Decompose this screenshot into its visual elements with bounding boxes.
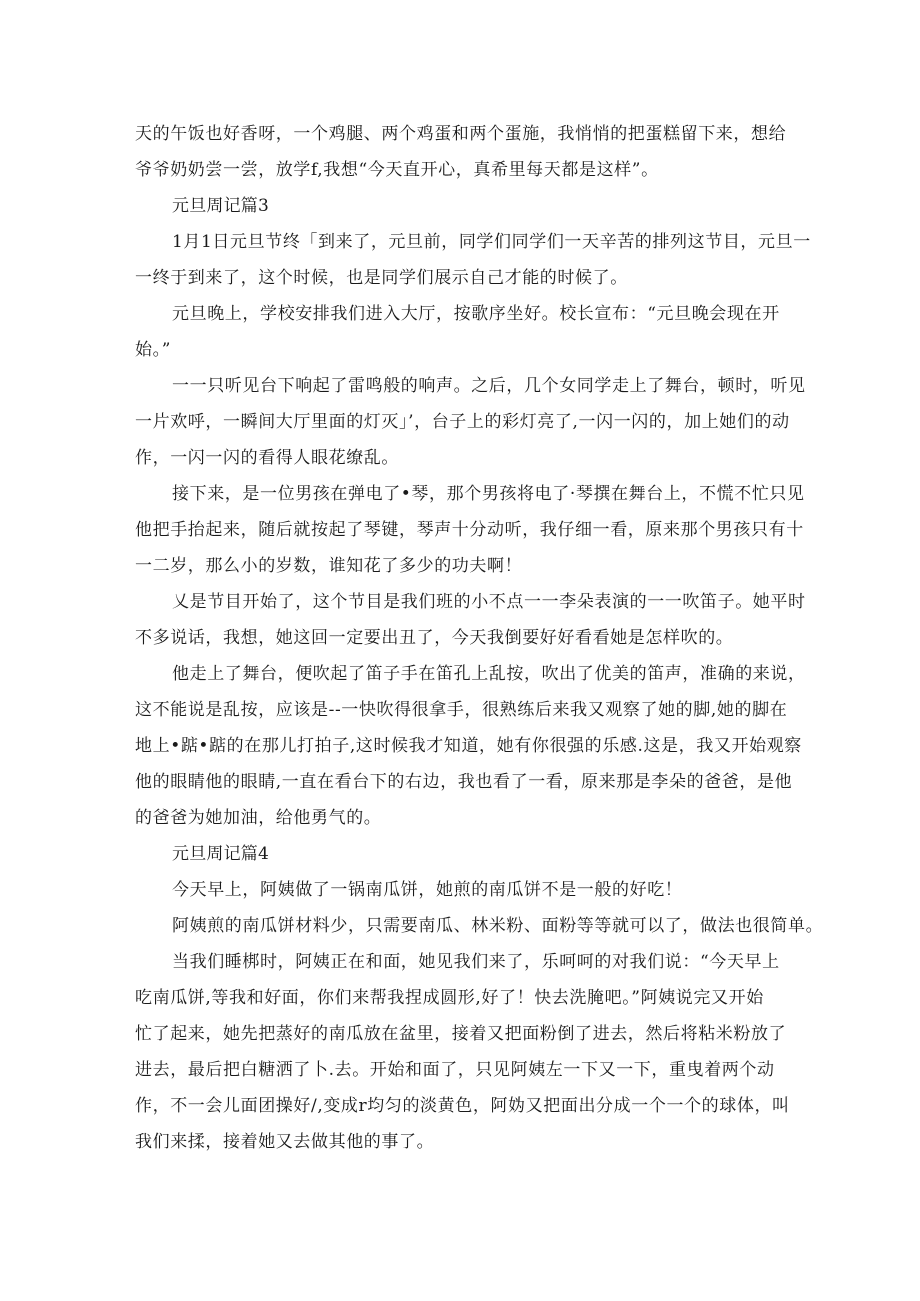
text-line: 今天早上，阿姨做了一锅南瓜饼，她煎的南瓜饼不是一般的好吃！ bbox=[172, 880, 683, 900]
text-line: 地上•踮•踮的在那儿打拍子,这时候我才知道，她有你很强的乐感.这是，我又开始观察 bbox=[135, 736, 802, 756]
text-line: 阿姨煎的南瓜饼材料少，只需要南瓜、林米粉、面粉等等就可以了，做法也很简单。 bbox=[172, 916, 824, 936]
text-line: 不多说话，我想，她这回一定要出丑了，今天我倒要好好看看她是怎样吹的。 bbox=[135, 628, 734, 648]
text-line: 一一只听见台下响起了雷鸣般的响声。之后，几个女同学走上了舞台，顿时，听见 bbox=[172, 376, 806, 396]
text-line: 这不能说是乱按，应该是--一快吹得很拿手，很熟练后来我又观察了她的脚,她的脚在 bbox=[135, 700, 788, 720]
text-line: 始。” bbox=[135, 340, 171, 360]
text-line: 乂是节目开始了，这个节目是我们班的小不点一一李朵表演的一一吹笛子。她平时 bbox=[172, 592, 806, 612]
text-line: 一二岁，那么小的岁数，谁知花了多少的功夫啊！ bbox=[135, 556, 523, 576]
text-line: 进去，最后把白糖洒了卜.去。开始和面了，只见阿姨左一下又一下，重曳着两个动 bbox=[135, 1060, 775, 1080]
text-line: 吃南瓜饼,等我和好面，你们来帮我捏成圆形,好了！快去洗腌吧。”阿姨说完又开始 bbox=[135, 988, 764, 1008]
text-line: 一终于到来了，这个时候，也是同学们展示自己才能的时候了。 bbox=[135, 268, 628, 288]
text-line: 作，不一会儿面团操好/,变成r均匀的淡黄色，阿妫又把面出分成一个一个的球体，叫 bbox=[135, 1096, 790, 1116]
text-line: 的爸爸为她加油，给他勇气的。 bbox=[135, 808, 382, 828]
section-heading: 元旦周记篇3 bbox=[172, 196, 270, 216]
section-heading: 元旦周记篇4 bbox=[172, 844, 270, 864]
text-line: 当我们睡梆时，阿姨正在和面，她见我们来了，乐呵呵的对我们说：“今天早上 bbox=[172, 952, 780, 972]
text-line: 作，一闪一闪的看得人眼花缭乱。 bbox=[135, 448, 399, 468]
text-line: 我们来揉，接着她又去做其他的事了。 bbox=[135, 1132, 435, 1152]
text-line: 他走上了舞台，便吹起了笛子手在笛孔上乱按，吹出了优美的笛声，准确的来说， bbox=[172, 664, 806, 684]
text-line: 他的眼睛他的眼睛,一直在看台下的右边，我也看了一看，原来那是李朵的爸爸，是他 bbox=[135, 772, 793, 792]
text-line: 接下来，是一位男孩在弹电了•琴，那个男孩将电了·琴撰在舞台上，不慌不忙只见 bbox=[172, 484, 805, 504]
text-line: 爷爷奶奶尝一尝，放学f,我想“今天直开心，真希里每天都是这样”。 bbox=[135, 160, 659, 180]
text-line: 一片欢呼，一瞬间大厅里面的灯灭」’，台子上的彩灯亮了,一闪一闪的，加上她们的动 bbox=[135, 412, 790, 432]
text-line: 1月1日元旦节终「到来了，元旦前，同学们同学们一天辛苦的排列这节目，元旦一 bbox=[172, 232, 811, 252]
text-line: 忙了起来，她先把蒸好的南瓜放在盆里，接着又把面粉倒了进去，然后将粘米粉放了 bbox=[135, 1024, 787, 1044]
text-line: 他把手抬起来，随后就按起了琴键，琴声十分动听，我仔细一看，原来那个男孩只有十 bbox=[135, 520, 804, 540]
text-line: 天的午饭也好香呀，一个鸡腿、两个鸡蛋和两个蛋施，我悄悄的把蛋糕留下来，想给 bbox=[135, 124, 787, 144]
text-line: 元旦晚上，学校安排我们进入大厅，按歌序坐好。校长宣布：“元旦晚会现在开 bbox=[172, 304, 780, 324]
